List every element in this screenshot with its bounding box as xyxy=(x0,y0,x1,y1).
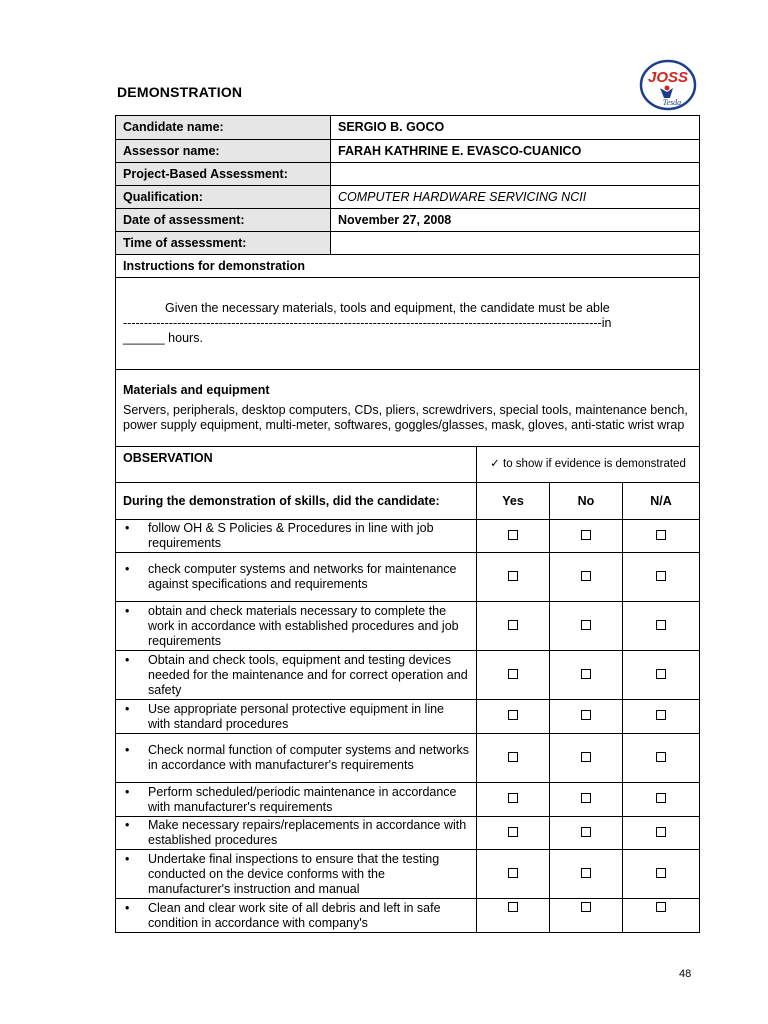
checklist-row xyxy=(116,553,700,602)
checkbox-no-cell xyxy=(550,700,623,734)
checklist-row xyxy=(116,899,700,933)
no-checkbox[interactable] xyxy=(581,571,591,581)
checklist-row xyxy=(116,520,700,553)
checklist-item-text: Make necessary repairs/replacements in accordance with established procedures xyxy=(148,818,467,847)
checkbox-yes-cell xyxy=(477,734,550,783)
yes-checkbox[interactable] xyxy=(508,752,518,762)
no-checkbox[interactable] xyxy=(581,827,591,837)
no-checkbox[interactable] xyxy=(581,530,591,540)
checklist-row xyxy=(116,734,700,783)
instructions-title: Instructions for demonstration xyxy=(116,255,700,278)
checkbox-yes-cell xyxy=(477,651,550,700)
checklist-row xyxy=(116,651,700,700)
checkbox-na-cell xyxy=(623,520,700,553)
info-label: Project-Based Assessment: xyxy=(116,163,331,186)
observation-question: During the demonstration of skills, did the candidate: xyxy=(116,483,477,520)
info-value: FARAH KATHRINE E. EVASCO-CUANICO xyxy=(331,140,700,163)
info-label: Date of assessment: xyxy=(116,209,331,232)
checklist-item-text: Clean and clear work site of all debris and left in safe condition in accordance with company's xyxy=(148,900,441,930)
svg-text:JOSS: JOSS xyxy=(647,69,689,86)
na-checkbox[interactable] xyxy=(656,669,666,679)
info-row-qualification xyxy=(116,186,700,209)
instructions-body-row xyxy=(116,278,700,370)
bullet-icon: • xyxy=(125,701,130,716)
bullet-icon: • xyxy=(125,603,130,618)
checkbox-na-cell xyxy=(623,783,700,817)
no-checkbox[interactable] xyxy=(581,752,591,762)
evidence-note: to show if evidence is demonstrated xyxy=(503,458,686,470)
no-checkbox[interactable] xyxy=(581,793,591,803)
materials-title: Materials and equipment xyxy=(123,383,270,397)
checklist-row xyxy=(116,602,700,651)
na-checkbox[interactable] xyxy=(656,710,666,720)
yes-checkbox[interactable] xyxy=(508,620,518,630)
checklist-item xyxy=(116,850,477,899)
bullet-icon: • xyxy=(125,743,130,757)
checkbox-yes-cell xyxy=(477,783,550,817)
checkbox-no-cell xyxy=(550,734,623,783)
checklist-item xyxy=(116,553,477,602)
checklist-item-text: check computer systems and networks for maintenance against specifications and requirements xyxy=(148,562,457,591)
checklist-item-text: obtain and check materials necessary to complete the work in accordance with established procedures and job requirements xyxy=(148,603,459,648)
observation-header-row xyxy=(116,447,700,483)
info-label: Candidate name: xyxy=(116,116,331,140)
info-label: Qualification: xyxy=(116,186,331,209)
info-row-date xyxy=(116,209,700,232)
bullet-icon: • xyxy=(125,818,130,832)
checklist-row xyxy=(116,783,700,817)
checkbox-na-cell xyxy=(623,899,700,933)
info-row-time xyxy=(116,232,700,255)
yes-checkbox[interactable] xyxy=(508,793,518,803)
na-checkbox[interactable] xyxy=(656,571,666,581)
na-checkbox[interactable] xyxy=(656,620,666,630)
materials-text: Servers, peripherals, desktop computers, CDs, pliers, screwdrivers, special tools, maintenance bench, power supply equipment, multi-meter, softwares, goggles/glasses, mask, gloves, anti-static wrist wrap xyxy=(123,403,688,432)
demonstration-form xyxy=(115,115,700,933)
no-checkbox[interactable] xyxy=(581,710,591,720)
na-checkbox[interactable] xyxy=(656,827,666,837)
question-row xyxy=(116,483,700,520)
instructions-header-row xyxy=(116,255,700,278)
instructions-text xyxy=(116,278,700,370)
yes-checkbox[interactable] xyxy=(508,710,518,720)
checklist-item-text: follow OH & S Policies & Procedures in line with job requirements xyxy=(148,521,434,550)
na-checkbox[interactable] xyxy=(656,530,666,540)
checkbox-no-cell xyxy=(550,783,623,817)
checkbox-na-cell xyxy=(623,734,700,783)
checkbox-na-cell xyxy=(623,651,700,700)
info-value: November 27, 2008 xyxy=(331,209,700,232)
checklist-item-text: Perform scheduled/periodic maintenance in accordance with manufacturer's requirements xyxy=(148,784,457,814)
checkbox-na-cell xyxy=(623,817,700,850)
bullet-icon: • xyxy=(125,900,130,915)
checklist-item-text: Check normal function of computer systems and networks in accordance with manufacturer's requirements xyxy=(148,743,469,772)
info-row-project xyxy=(116,163,700,186)
checklist-row xyxy=(116,817,700,850)
checkbox-na-cell xyxy=(623,602,700,651)
checkbox-no-cell xyxy=(550,899,623,933)
na-checkbox[interactable] xyxy=(656,752,666,762)
checklist-item xyxy=(116,783,477,817)
checklist-row xyxy=(116,700,700,734)
na-checkbox[interactable] xyxy=(656,793,666,803)
na-checkbox[interactable] xyxy=(656,868,666,878)
checkbox-no-cell xyxy=(550,553,623,602)
bullet-icon: • xyxy=(125,652,130,667)
info-label: Time of assessment: xyxy=(116,232,331,255)
checklist-item xyxy=(116,651,477,700)
checkbox-yes-cell xyxy=(477,520,550,553)
evidence-note-cell xyxy=(477,447,700,483)
checkbox-yes-cell xyxy=(477,700,550,734)
checkbox-yes-cell xyxy=(477,817,550,850)
checkbox-no-cell xyxy=(550,520,623,553)
checkbox-yes-cell xyxy=(477,850,550,899)
no-checkbox[interactable] xyxy=(581,620,591,630)
joss-logo xyxy=(638,58,698,112)
info-value xyxy=(331,163,700,186)
checklist-row xyxy=(116,850,700,899)
checkbox-no-cell xyxy=(550,850,623,899)
checklist-item-text: Undertake final inspections to ensure that the testing conducted on the device conforms with the manufacturer's instruction and manual xyxy=(148,851,440,896)
info-row-candidate xyxy=(116,116,700,140)
svg-text:Tesda: Tesda xyxy=(662,98,682,107)
checkbox-yes-cell xyxy=(477,602,550,651)
page-number: 48 xyxy=(679,968,692,980)
checkbox-yes-cell xyxy=(477,899,550,933)
checklist-item xyxy=(116,899,477,933)
page-title: DEMONSTRATION xyxy=(117,84,243,100)
bullet-icon: • xyxy=(125,784,130,799)
checkbox-no-cell xyxy=(550,651,623,700)
checklist-item-text: Use appropriate personal protective equipment in line with standard procedures xyxy=(148,701,445,731)
info-row-assessor xyxy=(116,140,700,163)
check-mark-icon: ✓ xyxy=(490,458,500,470)
checklist-item xyxy=(116,734,477,783)
info-label: Assessor name: xyxy=(116,140,331,163)
info-value xyxy=(331,232,700,255)
checklist-item xyxy=(116,700,477,734)
instructions-line: ______ hours. xyxy=(123,331,203,345)
yes-checkbox[interactable] xyxy=(508,530,518,540)
checklist-item xyxy=(116,817,477,850)
checklist-item-text: Obtain and check tools, equipment and testing devices needed for the maintenance and for correct operation and safety xyxy=(148,652,468,697)
yes-checkbox[interactable] xyxy=(508,571,518,581)
instructions-line: -------------------------------------------------------------------------------------------------------------------in xyxy=(123,316,612,330)
yes-checkbox[interactable] xyxy=(508,902,518,912)
checklist-item xyxy=(116,520,477,553)
no-checkbox[interactable] xyxy=(581,868,591,878)
materials-cell xyxy=(116,370,700,447)
column-no: No xyxy=(550,483,623,520)
instructions-line: Given the necessary materials, tools and equipment, the candidate must be able xyxy=(165,301,610,315)
info-value: COMPUTER HARDWARE SERVICING NCII xyxy=(331,186,700,209)
bullet-icon: • xyxy=(125,851,130,866)
yes-checkbox[interactable] xyxy=(508,868,518,878)
checkbox-no-cell xyxy=(550,817,623,850)
checkbox-no-cell xyxy=(550,602,623,651)
column-yes: Yes xyxy=(477,483,550,520)
observation-title: OBSERVATION xyxy=(116,447,477,483)
no-checkbox[interactable] xyxy=(581,902,591,912)
column-na: N/A xyxy=(623,483,700,520)
yes-checkbox[interactable] xyxy=(508,669,518,679)
checkbox-na-cell xyxy=(623,700,700,734)
checklist-item xyxy=(116,602,477,651)
checkbox-yes-cell xyxy=(477,553,550,602)
na-checkbox[interactable] xyxy=(656,902,666,912)
materials-row xyxy=(116,370,700,447)
bullet-icon: • xyxy=(125,521,130,535)
checkbox-na-cell xyxy=(623,850,700,899)
checkbox-na-cell xyxy=(623,553,700,602)
no-checkbox[interactable] xyxy=(581,669,591,679)
info-value: SERGIO B. GOCO xyxy=(331,116,700,140)
yes-checkbox[interactable] xyxy=(508,827,518,837)
bullet-icon: • xyxy=(125,562,130,576)
